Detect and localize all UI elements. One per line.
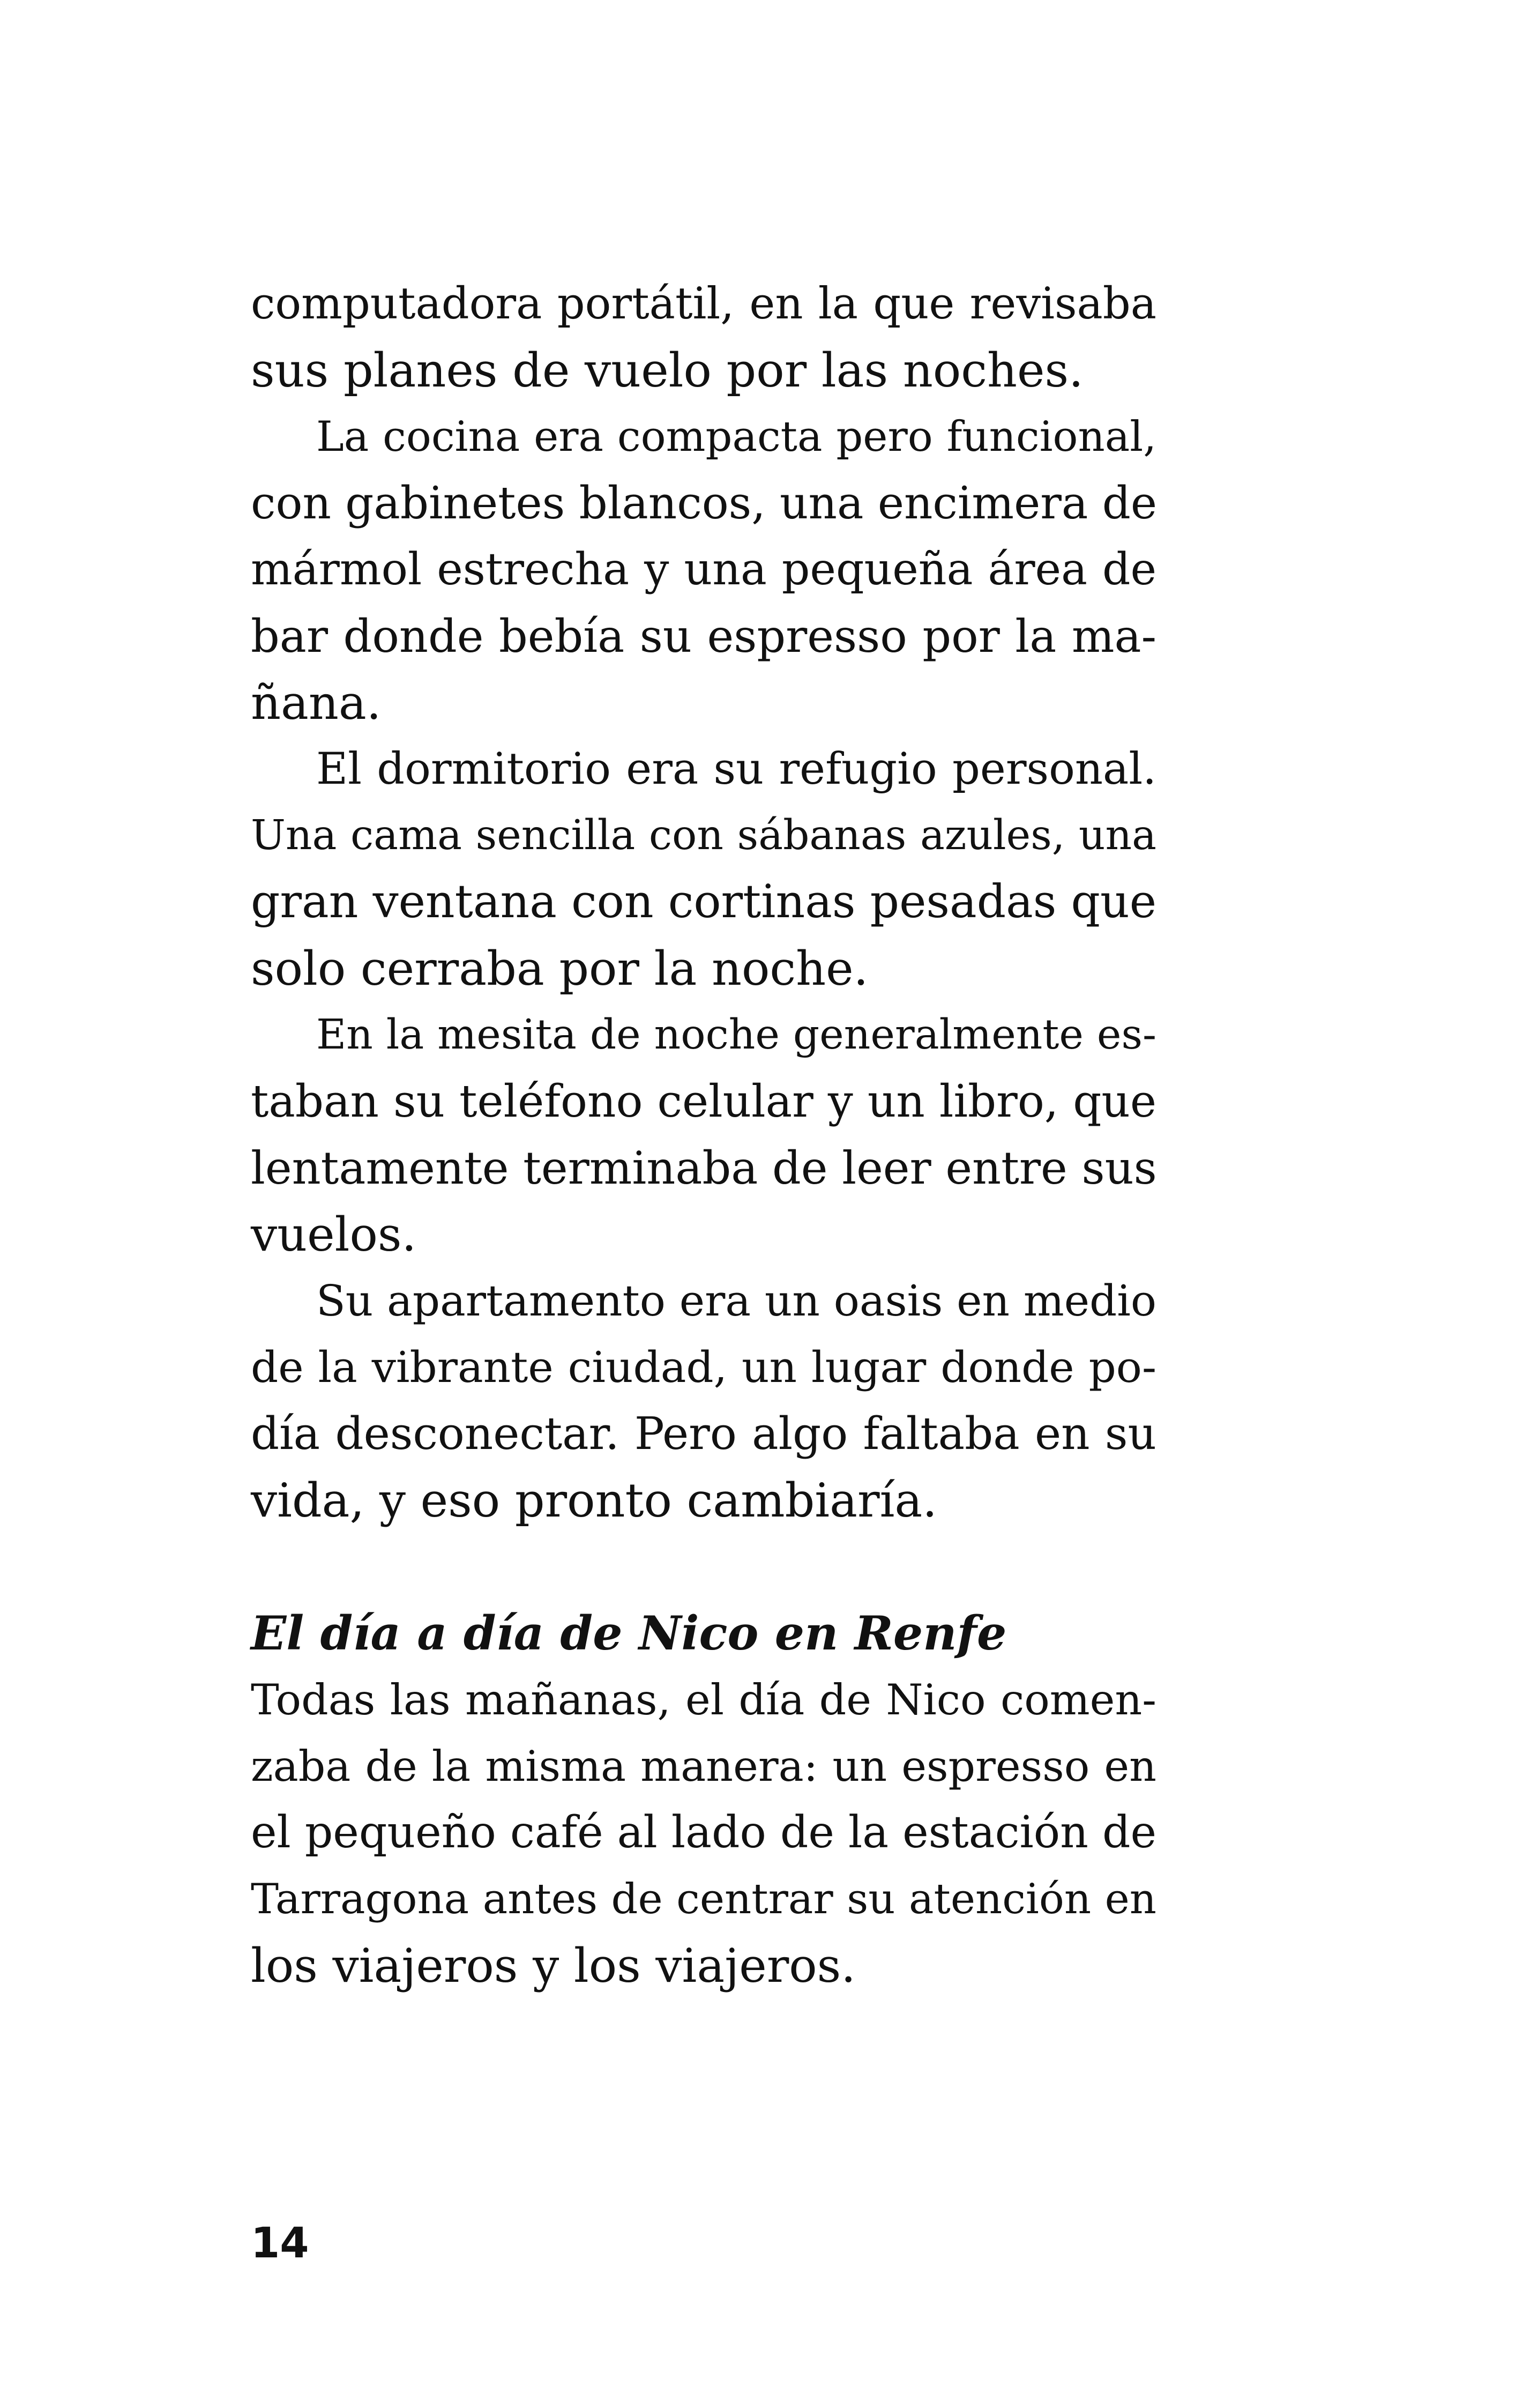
- text-line: sus planes de vuelo por las noches.: [251, 343, 1084, 398]
- text-line: Su apartamento era un oasis en medio: [316, 1276, 1156, 1326]
- text-line: El dormitorio era su refugio personal.: [316, 744, 1156, 794]
- text-line: mármol estrecha y una pequeña área de: [251, 544, 1156, 595]
- text-line: de la vibrante ciudad, un lugar donde po-: [251, 1342, 1156, 1392]
- text-line: taban su teléfono celular y un libro, que: [251, 1075, 1156, 1127]
- text-line: En la mesita de noche generalmente es-: [316, 1011, 1156, 1059]
- text-line: el pequeño café al lado de la estación de: [251, 1807, 1157, 1858]
- text-line: computadora portátil, en la que revisaba: [251, 279, 1156, 329]
- text-line: vuelos.: [251, 1207, 417, 1262]
- text-line: vida, y eso pronto cambiaría.: [251, 1473, 937, 1528]
- text-line: con gabinetes blancos, una encimera de: [251, 477, 1158, 529]
- text-line: La cocina era compacta pero funcional,: [316, 413, 1156, 461]
- text-line: Tarragona antes de centrar su atención en: [251, 1875, 1156, 1923]
- text-line: día desconectar. Pero algo faltaba en su: [251, 1408, 1156, 1460]
- page-number: 14: [251, 2219, 309, 2268]
- text-line: zaba de la misma manera: un espresso en: [251, 1742, 1156, 1791]
- text-line: ñana.: [251, 675, 382, 730]
- text-line: los viajeros y los viajeros.: [251, 1938, 856, 1993]
- text-line: Una cama sencilla con sábanas azules, una: [251, 812, 1156, 859]
- text-line: bar donde bebía su espresso por la ma-: [251, 610, 1156, 663]
- text-line: lentamente terminaba de leer entre sus: [251, 1142, 1157, 1194]
- section-heading: El día a día de Nico en Renfe: [251, 1606, 1007, 1661]
- text-line: solo cerraba por la noche.: [251, 941, 869, 996]
- text-line: Todas las mañanas, el día de Nico comen-: [251, 1675, 1156, 1725]
- text-line: gran ventana con cortinas pesadas que: [251, 875, 1156, 928]
